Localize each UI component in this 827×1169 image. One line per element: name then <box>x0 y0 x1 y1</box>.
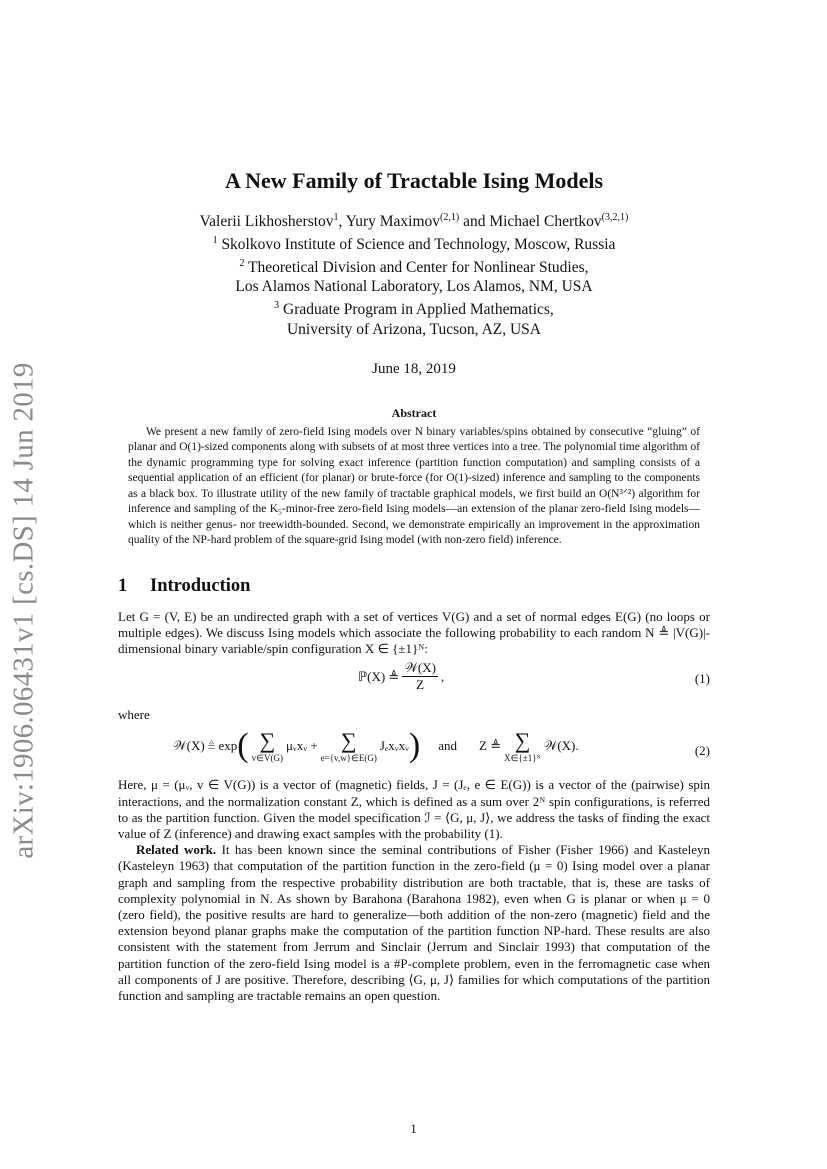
equation-2-label: (2) <box>694 743 710 759</box>
equation-2-body <box>173 729 579 763</box>
eq2-sum-3 <box>504 729 541 763</box>
author-2: , Yury Maximov <box>338 213 441 231</box>
paragraph-1: Let G = (V, E) be an undirected graph with a set of vertices V(G) and a set of normal edges E(G) (no loops or multiple edges). We discuss Ising models which associate the following probability to each random N ≜ |V(G)|-dimensional binary variable/spin configuration X ∈ {±1}ᴺ: <box>118 608 710 657</box>
affiliation-3-text: Graduate Program in Applied Mathematics, <box>279 301 554 319</box>
paper-title: A New Family of Tractable Ising Models <box>224 168 604 193</box>
affiliation-2-text: Theoretical Division and Center for Nonlinear Studies, <box>244 259 589 277</box>
author-3: and Michael Chertkov <box>459 213 602 231</box>
sum-sign-2: ∑ <box>340 728 357 754</box>
author-1-affil: 1 <box>333 212 339 223</box>
sum-sign-3: ∑ <box>514 728 531 754</box>
eq2-rhs-lhs: Z ≜ <box>479 738 502 754</box>
eq1-denominator: Z <box>416 677 425 693</box>
eq2-term-2: Jₑxᵥxᵥ <box>379 738 409 754</box>
sum-2-subscript: e={v,w}∈E(G) <box>320 753 377 764</box>
affiliation-3b: University of Arizona, Tucson, AZ, USA <box>286 320 542 338</box>
paragraph-3 <box>118 842 710 1004</box>
section-heading <box>118 576 710 597</box>
section-number: 1 <box>118 575 128 596</box>
eq2-lhs: 𝒲(X) ≜ exp <box>173 738 238 754</box>
affiliation-2 <box>118 254 710 277</box>
sum-3-subscript: X∈{±1}ᴺ <box>504 753 541 764</box>
eq2-rhs-term: 𝒲(X). <box>543 738 579 754</box>
paper-page <box>118 168 710 1004</box>
eq1-lhs: ℙ(X) ≜ <box>358 668 400 684</box>
author-names <box>118 208 710 231</box>
affiliation-3-mark: 3 <box>274 300 280 312</box>
equation-1-body <box>358 660 444 693</box>
affiliation-2b: Los Alamos National Laboratory, Los Alamos, NM, USA <box>235 278 593 296</box>
publication-date: June 18, 2019 <box>372 360 456 377</box>
page-number: 1 <box>410 1121 417 1136</box>
equation-1-label: (1) <box>694 671 710 687</box>
author-1: Valerii Likhosherstov <box>199 213 334 231</box>
eq1-numerator: 𝒲(X) <box>404 660 436 676</box>
eq2-sum-1 <box>252 729 283 763</box>
sum-sign-1: ∑ <box>259 728 276 754</box>
paragraph-3-text: It has been known since the seminal contributions of Fisher (Fisher 1966) and Kasteleyn (Kasteleyn 1963) that computation of the partition function in the zero-field (μ = 0) Ising model over a planar graph and sampling from the respective probability distribution are both tractable, that is, these are tasks of complexity polynomial in N. As shown by Barahona (Barahona 1982), even when G is planar or when μ = 0 (zero field), the positive results are hard to generalize—both addition of the non-zero (magnetic) field and the extension beyond planar graphs make the computation of the partition function NP-hard. These results are also consistent with the statement from Jerrum and Sinclair (Jerrum and Sinclair 1993) that computation of the partition function of the zero-field Ising model is a #P-complete problem, even in the ferromagnetic case when all components of J are positive. Therefore, describing ⟨G, μ, J⟩ families for which computations of the partition function and sampling are tractable remains an open question. <box>118 842 710 1004</box>
eq1-fraction <box>402 660 438 693</box>
sum-1-subscript: v∈V(G) <box>251 753 283 764</box>
eq2-left-paren: ( <box>237 727 249 765</box>
section-title: Introduction <box>150 575 251 596</box>
arxiv-identifier-stamp <box>2 361 46 859</box>
affiliation-1-text: Skolkovo Institute of Science and Technology, Moscow, Russia <box>217 236 616 254</box>
related-work-runin: Related work. <box>136 842 217 858</box>
abstract-heading: Abstract <box>391 405 437 420</box>
affiliation-3 <box>118 296 710 319</box>
author-3-affil: (3,2,1) <box>601 212 629 223</box>
equation-2 <box>118 729 710 777</box>
affiliation-1-mark: 1 <box>212 235 218 247</box>
affiliation-2-mark: 2 <box>239 258 245 270</box>
eq2-right-paren: ) <box>408 727 421 765</box>
eq1-trail: , <box>440 668 445 684</box>
eq2-and: and <box>438 738 458 754</box>
paragraph-2: Here, μ = (μᵥ, v ∈ V(G)) is a vector of (magnetic) fields, J = (Jₑ, e ∈ E(G)) is a vector of the (pairwise) spin interactions, and the normalization constant Z, which is defined as a sum over 2ᴺ spin configurations, is referred to as the partition function. Given the model specification ℐ = ⟨G, μ, J⟩, we address the tasks of finding the exact value of Z (inference) and drawing exact samples with the probability (1). <box>118 777 710 842</box>
arxiv-stamp-text: arXiv:1906.06431v1 [cs.DS] 14 Jun 2019 <box>7 361 40 859</box>
equation-1 <box>118 657 710 703</box>
abstract-text: We present a new family of zero-field Ising models over N binary variables/spins obtained by consecutive “gluing” of planar and O(1)-sized components along with subsets of at most three vertices into a tree. The polynomial time algorithm of the dynamic programming type for solving exact inference (partition function computation) and sampling consists of a sequential application of an efficient (for planar) or brute-force (for O(1)-sized) inference and sampling to the components as a black box. To illustrate utility of the new family of tractable graphical models, we first build an O(N³ᐟ²) algorithm for inference and sampling of the K₅-minor-free zero-field Ising models—an extension of the planar zero-field Ising models—which is neither genus- nor treewidth-bounded. Second, we demonstrate empirically an improvement in the approximation quality of the NP-hard problem of the square-grid Ising model (with non-zero field) inference. <box>128 425 700 547</box>
affiliation-1 <box>118 231 710 254</box>
eq2-sum-2 <box>321 729 377 763</box>
eq2-term-1: μᵥxᵥ + <box>285 738 318 754</box>
author-block <box>118 208 710 339</box>
author-2-affil: (2,1) <box>440 212 460 223</box>
where-text: where <box>118 707 150 723</box>
